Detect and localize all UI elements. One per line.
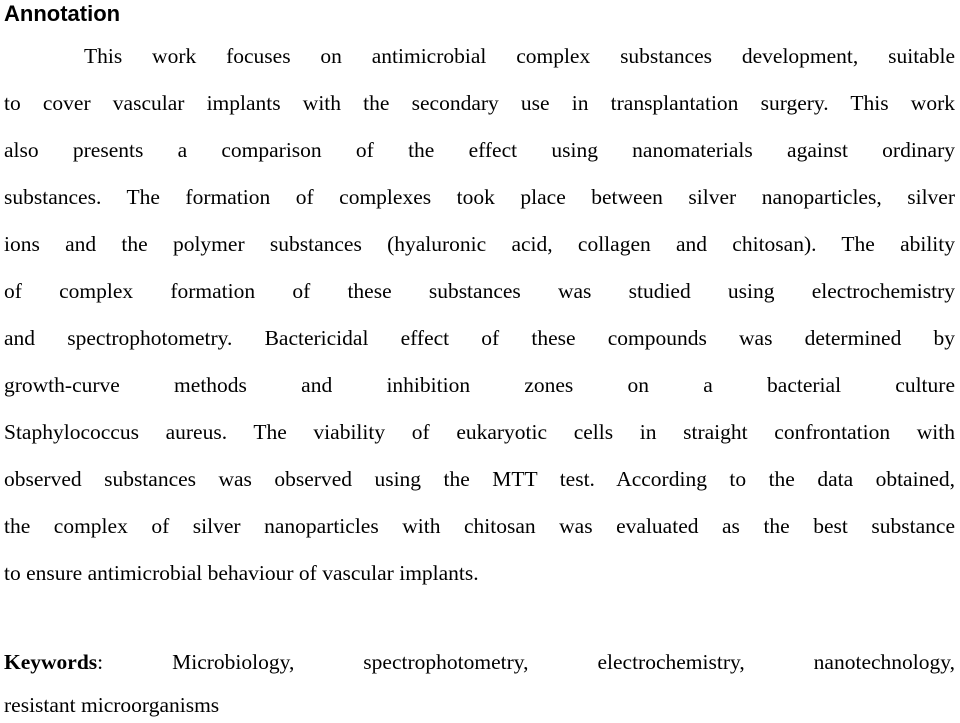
abstract-line: the complex of silver nanoparticles with chitosan was evaluated as the best substance — [4, 514, 955, 538]
abstract-line: observed substances was observed using the MTT test. According to the data obtained, — [4, 467, 955, 491]
abstract-line: and spectrophotometry. Bactericidal effect of these compounds was determined by — [4, 326, 955, 350]
keywords-separator: : — [97, 650, 104, 674]
abstract-line: also presents a comparison of the effect using nanomaterials against ordinary — [4, 138, 955, 162]
abstract-line: Staphylococcus aureus. The viability of eukaryotic cells in straight confrontation with — [4, 420, 955, 444]
abstract-line: growth-curve methods and inhibition zones on a bacterial culture — [4, 373, 955, 397]
keywords-line-2: resistant microorganisms — [4, 693, 220, 717]
keywords-label: Keywords — [4, 650, 98, 674]
keywords-line — [4, 645, 955, 679]
keywords-list: Microbiology, spectrophotometry, electrochemistry, nanotechnology, — [172, 650, 955, 674]
abstract-line: of complex formation of these substances was studied using electrochemistry — [4, 279, 955, 303]
heading-annotation: Annotation — [4, 1, 121, 26]
abstract-line: to cover vascular implants with the secondary use in transplantation surgery. This work — [4, 91, 955, 115]
abstract-line: substances. The formation of complexes took place between silver nanoparticles, silver — [4, 185, 955, 209]
abstract-line: ions and the polymer substances (hyaluronic acid, collagen and chitosan). The ability — [4, 232, 955, 256]
abstract-line: This work focuses on antimicrobial complex substances development, suitable — [84, 44, 955, 68]
abstract-line: to ensure antimicrobial behaviour of vascular implants. — [4, 561, 479, 585]
